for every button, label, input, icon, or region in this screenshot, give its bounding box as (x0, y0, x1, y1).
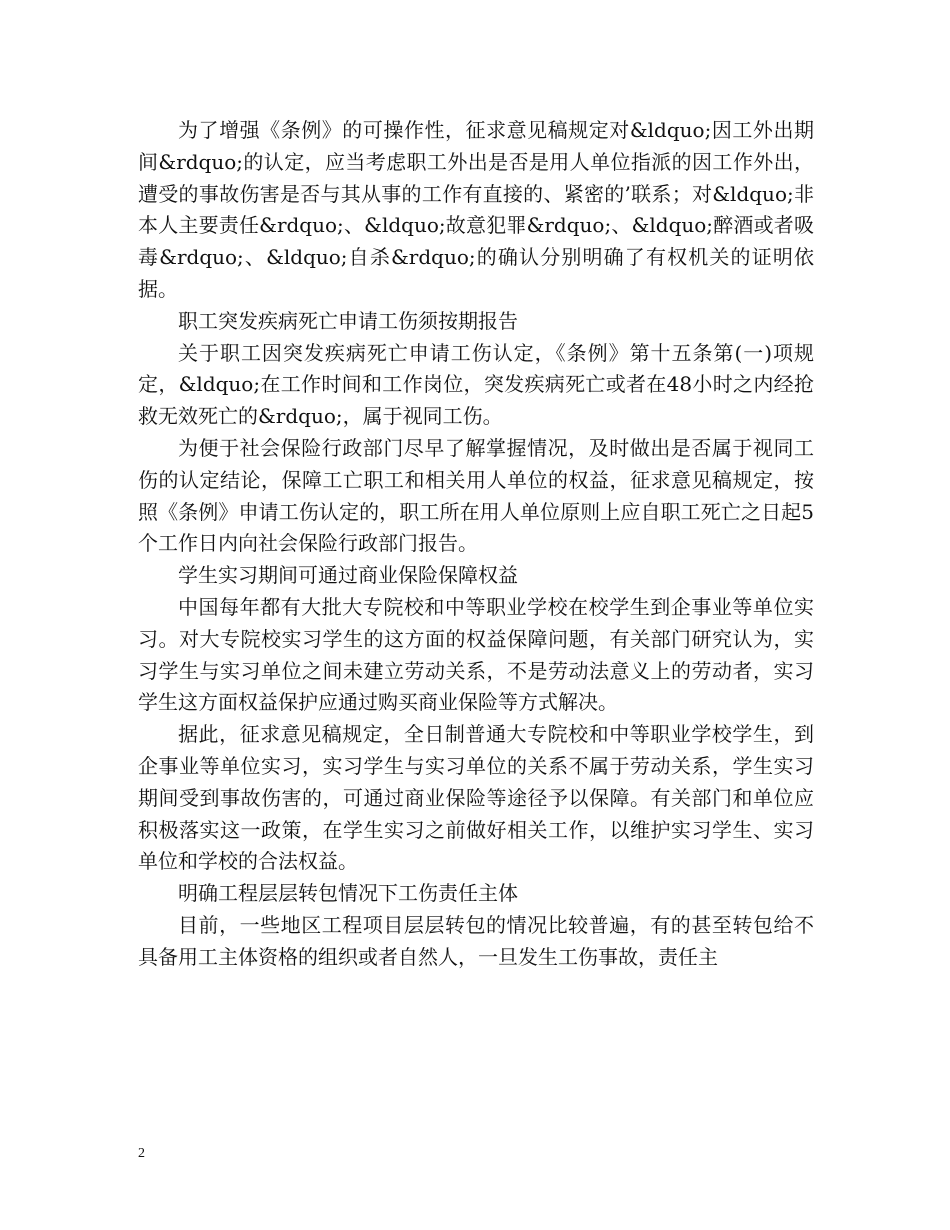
paragraph-1: 为了增强《条例》的可操作性，征求意见稿规定对&ldquo;因工外出期间&rdquo;的认定，应当考虑职工外出是否是用人单位指派的因工作外出，遭受的事故伤害是否与其从事的工作有直接的、紧密的’联系；对&ldquo;非本人主要责任&rdquo;、&ldquo;故意犯罪&rdquo;、&ldquo;醉酒或者吸毒&rdquo;、&ldquo;自杀&rdquo;的确认分别明确了有权机关的证明依据。 (138, 118, 814, 301)
paragraph-2: 关于职工因突发疾病死亡申请工伤认定，《条例》第十五条第(一)项规定，&ldquo;在工作时间和工作岗位，突发疾病死亡或者在48小时之内经抢救无效死亡的&rdquo;，属于视同工伤。 (138, 340, 814, 429)
section-heading-sudden-illness: 职工突发疾病死亡申请工伤须按期报告 (178, 308, 518, 333)
paragraph-3: 为便于社会保险行政部门尽早了解掌握情况，及时做出是否属于视同工伤的认定结论，保障工亡职工和相关用人单位的权益，征求意见稿规定，按照《条例》申请工伤认定的，职工所在用人单位原则上应自职工死亡之日起5个工作日内向社会保险行政部门报告。 (138, 435, 814, 556)
paragraph-5: 据此，征求意见稿规定，全日制普通大专院校和中等职业学校学生，到企事业等单位实习，实习学生与实习单位的关系不属于劳动关系，学生实习期间受到事故伤害的，可通过商业保险等途径予以保障。有关部门和单位应积极落实这一政策，在学生实习之前做好相关工作，以维护实习学生、实习单位和学校的合法权益。 (138, 722, 814, 874)
section-heading-student-internship: 学生实习期间可通过商业保险保障权益 (178, 563, 518, 588)
body-text (138, 115, 814, 974)
section-heading-subcontracting: 明确工程层层转包情况下工伤责任主体 (178, 881, 518, 906)
paragraph-6: 目前，一些地区工程项目层层转包的情况比较普遍，有的甚至转包给不具备用工主体资格的组织或者自然人，一旦发生工伤事故，责任主 (138, 912, 814, 969)
paragraph-4: 中国每年都有大批大专院校和中等职业学校在校学生到企事业等单位实习。对大专院校实习学生的这方面的权益保障问题，有关部门研究认为，实习学生与实习单位之间未建立劳动关系，不是劳动法意义上的劳动者，实习学生这方面权益保护应通过购买商业保险等方式解决。 (138, 594, 814, 715)
page-number: 2 (138, 1146, 145, 1161)
